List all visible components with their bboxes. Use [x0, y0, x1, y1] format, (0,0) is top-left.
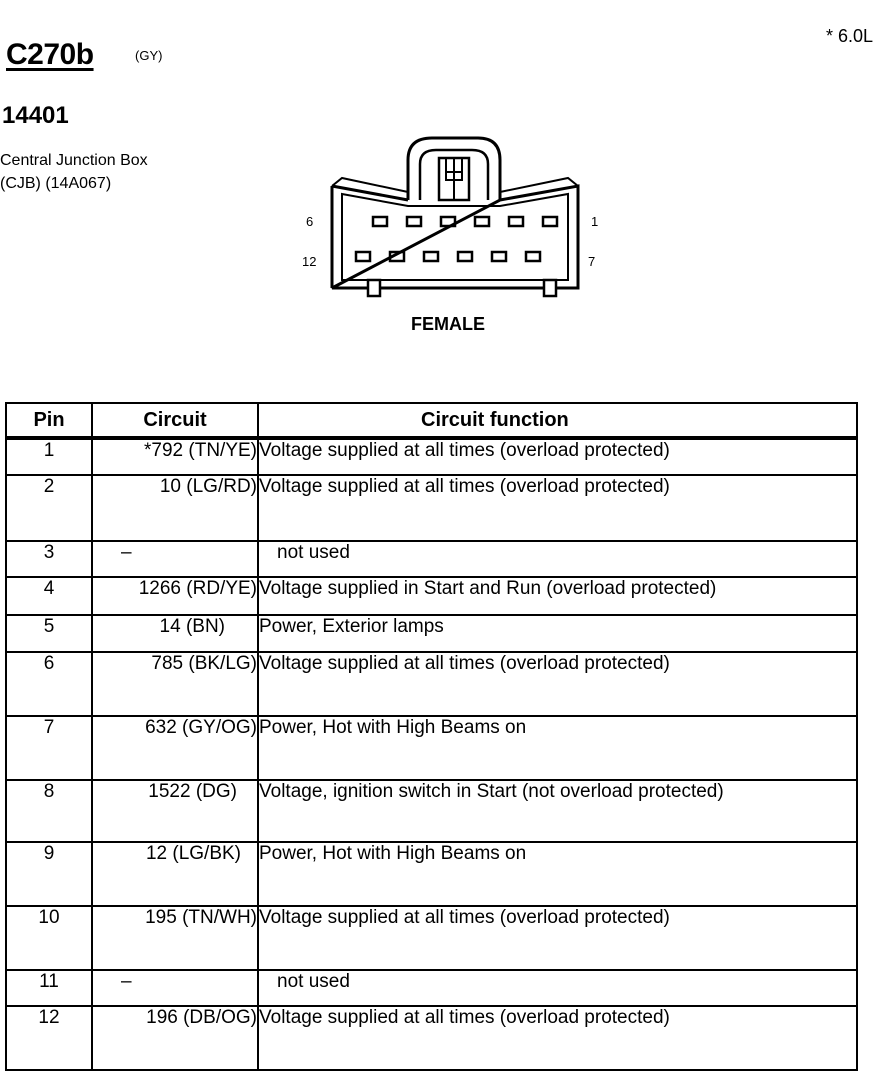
function-cell: Voltage supplied at all times (overload protected) — [258, 906, 857, 970]
table-row — [6, 475, 857, 541]
pin-label-top-left: 6 — [306, 214, 314, 229]
component-reference: (CJB) (14A067) — [0, 175, 112, 192]
component-description: Central Junction Box — [0, 152, 148, 169]
table-header-row — [6, 403, 857, 438]
table-row — [6, 970, 857, 1006]
table-row — [6, 780, 857, 842]
circuit-cell: 196 (DB/OG) — [92, 1006, 258, 1070]
function-cell: Power, Hot with High Beams on — [258, 842, 857, 906]
connector-face-diagram — [320, 130, 590, 305]
connector-gender: FEMALE — [411, 314, 485, 334]
connector-color: (GY) — [135, 48, 163, 63]
function-cell: Voltage, ignition switch in Start (not overload protected) — [258, 780, 857, 842]
engine-note: * 6.0L — [826, 26, 874, 46]
pin-cell: 10 — [6, 906, 92, 970]
pin-label-bottom-left: 12 — [302, 254, 317, 269]
function-cell: Voltage supplied at all times (overload protected) — [258, 475, 857, 541]
header-circuit-function: Circuit function — [258, 403, 857, 438]
table-row — [6, 716, 857, 780]
pin-cell: 12 — [6, 1006, 92, 1070]
pin-cell: 9 — [6, 842, 92, 906]
header-circuit: Circuit — [92, 403, 258, 438]
circuit-cell: 632 (GY/OG) — [92, 716, 258, 780]
connector-id: C270b — [6, 38, 94, 71]
pin-cell: 3 — [6, 541, 92, 577]
circuit-cell: 195 (TN/WH) — [92, 906, 258, 970]
table-row — [6, 906, 857, 970]
circuit-cell: – — [92, 970, 258, 1006]
circuit-cell: – — [92, 541, 258, 577]
pin-cell: 8 — [6, 780, 92, 842]
function-cell: Power, Exterior lamps — [258, 615, 857, 652]
pin-cell: 11 — [6, 970, 92, 1006]
circuit-cell: 14 (BN) — [92, 615, 258, 652]
circuit-cell: 1522 (DG) — [92, 780, 258, 842]
function-cell: Voltage supplied at all times (overload protected) — [258, 1006, 857, 1070]
circuit-cell: *792 (TN/YE) — [92, 438, 258, 475]
table-row — [6, 541, 857, 577]
circuit-cell: 12 (LG/BK) — [92, 842, 258, 906]
pin-label-bottom-right: 7 — [588, 254, 596, 269]
pin-cell: 5 — [6, 615, 92, 652]
pin-cell: 1 — [6, 438, 92, 475]
header-pin: Pin — [6, 403, 92, 438]
function-cell: Voltage supplied at all times (overload protected) — [258, 438, 857, 475]
pin-label-top-right: 1 — [591, 214, 599, 229]
table-row — [6, 577, 857, 615]
pin-cell: 4 — [6, 577, 92, 615]
table-row — [6, 842, 857, 906]
table-row — [6, 652, 857, 716]
circuit-cell: 785 (BK/LG) — [92, 652, 258, 716]
pin-cell: 2 — [6, 475, 92, 541]
table-row — [6, 615, 857, 652]
circuit-cell: 10 (LG/RD) — [92, 475, 258, 541]
circuit-cell: 1266 (RD/YE) — [92, 577, 258, 615]
function-cell: Power, Hot with High Beams on — [258, 716, 857, 780]
pinout-table — [5, 402, 858, 1071]
function-cell: Voltage supplied at all times (overload protected) — [258, 652, 857, 716]
function-cell: not used — [258, 541, 857, 577]
function-cell: not used — [258, 970, 857, 1006]
part-number: 14401 — [2, 102, 69, 129]
table-row — [6, 1006, 857, 1070]
pin-cell: 6 — [6, 652, 92, 716]
pin-cell: 7 — [6, 716, 92, 780]
function-cell: Voltage supplied in Start and Run (overload protected) — [258, 577, 857, 615]
table-row — [6, 438, 857, 475]
